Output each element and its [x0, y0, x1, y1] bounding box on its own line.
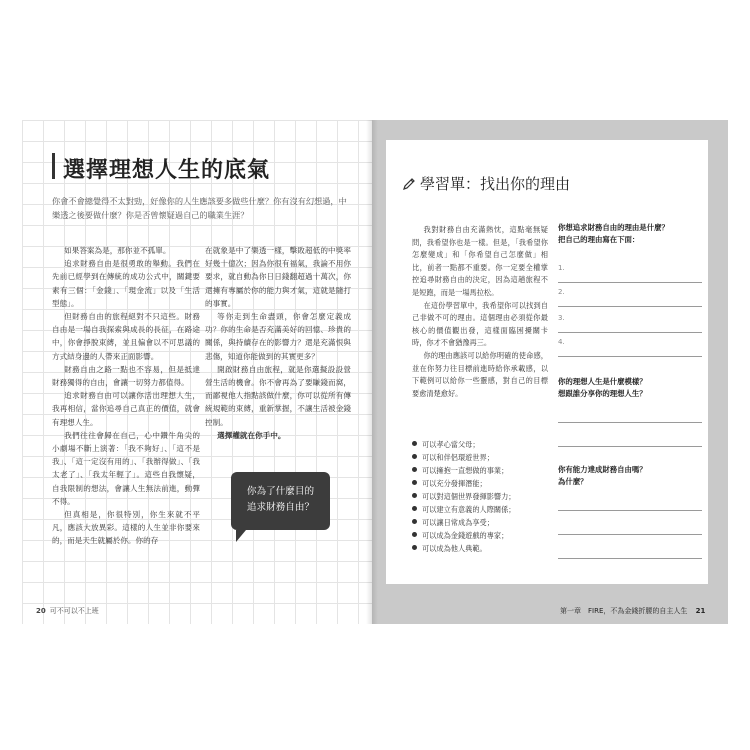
paragraph: 在這份學習單中，我希望你可以找到自己非做不可的理由。這個理由必須從你最核心的價值觀出發，這樣面臨困擾關卡時，你才不會猶豫再三。: [412, 300, 548, 348]
list-item: 可以和伴侶環遊世界；: [412, 451, 552, 464]
answer-number: 1.: [558, 264, 565, 272]
paragraph: 追求財務自由可以讓你活出理想人生，我再相信，當你追尋自己真正的價值，就會有理想人生。: [52, 391, 200, 427]
list-item: 可以孝心當父母；: [412, 438, 552, 451]
worksheet-card: [386, 140, 708, 584]
bubble-line: 追求財務自由？: [246, 502, 315, 513]
running-head: 第一章 FIRE，不為金錢折腰的自主人生: [560, 607, 688, 615]
worksheet-body: [412, 224, 548, 400]
bullet-icon: [412, 441, 417, 446]
book-gutter: [366, 120, 378, 624]
left-page: [22, 120, 372, 624]
answer-line[interactable]: [558, 422, 702, 423]
bullet-icon: [412, 506, 417, 511]
page-number: 21: [695, 607, 706, 615]
paragraph: 等你走到生命盡頭，你會怎麼定義成功？你的生命是否充滿美好的回憶、珍貴的關係，與持續存在的影響力？還是充滿恨與悲傷，知道你能做到的其實更多？: [205, 312, 351, 361]
question-3: 你有能力達成財務自由嗎？ 為什麼？: [558, 465, 647, 486]
bullet-icon: [412, 493, 417, 498]
left-footer: [36, 606, 99, 616]
body-column-2: [205, 244, 351, 442]
answer-line[interactable]: [558, 534, 702, 535]
example-list: [412, 438, 552, 555]
chapter-title: 選擇理想人生的底氣: [63, 157, 271, 183]
worksheet-title-text: 學習單：找出你的理由: [420, 175, 571, 193]
paragraph: 但真相是，你很特別，你生來就不平凡，應該大放異彩。這樣的人生並非你要來的，而是天生就屬於你。你的存: [52, 510, 200, 546]
bullet-icon: [412, 467, 417, 472]
worksheet-title: [402, 173, 570, 194]
paragraph: 但財務自由的旅程絕對不只這些。財務自由是一場自我探索與成長的長征，在路途中，你會掙脫束縛，並且偏會以不可思議的方式結身邊的人帶來正面影響。: [52, 312, 200, 361]
list-item: 可以充分發揮潛能；: [412, 477, 552, 490]
question-2: 你的理想人生是什麼模樣？ 想跟誰分享你的理想人生？: [558, 377, 647, 398]
answer-line[interactable]: [558, 446, 702, 447]
list-item: 可以擁抱一直想做的事業；: [412, 464, 552, 477]
answer-line[interactable]: [558, 332, 702, 333]
page-number: 20: [36, 607, 46, 615]
paragraph: 你的理由應該可以給你明確的使命感，並在你努力往目標前進時給你承載感，以下範例可以給你一些靈感，對自己的目標要愈清楚愈好。: [412, 350, 548, 398]
answer-number: 3.: [558, 314, 565, 322]
paragraph: 財務自由之路一點也不容易，但是抵達財務獨得的自由，會讓一切努力都值得。: [52, 364, 200, 388]
question-1: 你想追求財務自由的理由是什麼？ 把自己的理由寫在下面：: [558, 223, 669, 244]
answer-number: 2.: [558, 288, 565, 296]
paragraph: 我對財務自由充滿熱忱，這點毫無疑問，我希望你也是一樣。但是，「我希望你怎麼變成」和「你希望自己怎麼做」相比，前者一點都不重要。你一定要全權掌控追尋財務自由的決定，因為這趟旅程不是短跑，而是一場馬拉松。: [412, 225, 548, 297]
title-accent-bar: [52, 153, 55, 179]
list-item: 可以成為他人典範。: [412, 542, 552, 555]
answer-line[interactable]: [558, 510, 702, 511]
paragraph: 我們往往會歸在自己，心中鑽牛角尖的小劇場不斷上演著：「我不夠好」、「這不是我」、「這一定沒有用的」、「我辦得做」、「我太老了」、「我太年輕了」。這些自我懷疑，自我限制的想法，會讓人生無法前進，動彈不得。: [52, 430, 200, 506]
right-footer: [560, 606, 705, 616]
running-head: 可不可以不上班: [49, 607, 99, 615]
pencil-icon: [402, 177, 416, 191]
paragraph: 開啟財務自由旅程，就是你選擬設設營營生活的機會。你不會再為了要賺錢而窩，而鄙視他人指點該做什麼，你可以從所有傳統規範的束縛，重新掌握，不讓生活被金錢控制。: [205, 364, 351, 427]
answer-line[interactable]: [558, 356, 702, 357]
bold-statement: 選擇權就在你手中。: [217, 430, 286, 440]
bubble-line: 你為了什麼目的: [246, 486, 315, 497]
list-item: 可以建立有意義的人際關係；: [412, 503, 552, 516]
paragraph: 如果答案為是，那你並不孤單。: [64, 246, 171, 255]
list-item: 可以讓日常成為享受；: [412, 516, 552, 529]
answer-number: 4.: [558, 338, 565, 346]
bullet-icon: [412, 480, 417, 485]
speech-bubble-tail: [236, 530, 246, 542]
bullet-icon: [412, 545, 417, 550]
list-item: 可以對這個世界發揮影響力；: [412, 490, 552, 503]
answer-line[interactable]: [558, 306, 702, 307]
paragraph: 追求財務自由是很勇敢的舉動。我們在先前已經學到在傳統的成功公式中，關鍵要素有三個：「金錢」、「現金流」以及「生活型態」。: [52, 259, 200, 308]
body-column-1: [52, 244, 200, 548]
speech-bubble: [231, 472, 330, 530]
bullet-icon: [412, 519, 417, 524]
answer-line[interactable]: [558, 558, 702, 559]
bullet-icon: [412, 454, 417, 459]
bullet-icon: [412, 532, 417, 537]
answer-line[interactable]: [558, 282, 702, 283]
intro-text: 你會不會總覺得不太對勁，好像你的人生應該要多做些什麼？你有沒有幻想過，中樂透之後要做什麼？你是否曾懷疑過自己的職業生涯？: [52, 196, 347, 220]
list-item: 可以成為金錢遊戲的專家；: [412, 529, 552, 542]
paragraph: 在就象是中了樂透一樣，擊敗超低的中獎率好幾十億次；因為你很有福氣，我論不用你要求，就自動為你日日錢翻超過十萬次，你還擁有專屬於你的能力與才氣，這就是隨打的事實。: [205, 246, 351, 308]
